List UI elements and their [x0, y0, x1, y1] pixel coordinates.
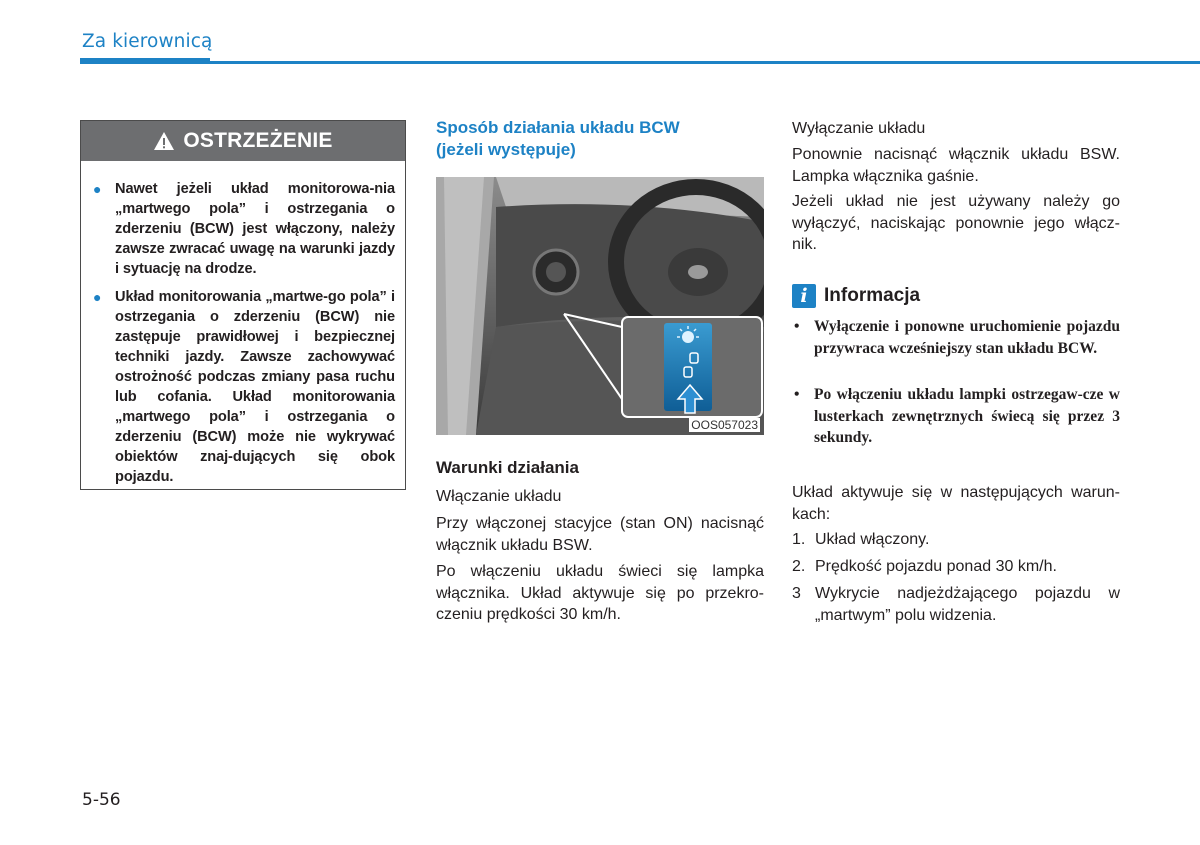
warning-box: [80, 120, 406, 490]
info-header: [792, 284, 920, 308]
off-paragraph-1: Ponownie nacisnąć włącznik układu BSW. Lampka włącznika gaśnie.: [792, 146, 1120, 185]
page-number: 5-56: [82, 790, 121, 810]
condition-number: 1.: [792, 531, 806, 548]
on-paragraph-2: Po włączeniu układu świeci się lampka włącznika. Układ aktywuje się po przekro-czeniu prędkości 30 km/h.: [436, 563, 764, 623]
warning-item: [93, 287, 395, 487]
info-item-text: Wyłączenie i ponowne uruchomienie pojazdu przywraca wcześniejszy stan układu BCW.: [814, 318, 1120, 357]
warning-triangle-icon: [153, 131, 175, 151]
info-item: [792, 384, 1120, 449]
figure-code: OOS057023: [691, 418, 758, 432]
info-title: Informacja: [824, 285, 921, 306]
info-item-text: Po włączeniu układu lampki ostrzegaw-cze w lusterkach zewnętrznych świecą się przez 3 sekundy.: [814, 386, 1120, 446]
section-header-title: Za kierownicą: [82, 31, 213, 52]
condition-text: Układ włączony.: [815, 531, 930, 548]
bullet-icon: •: [794, 386, 800, 403]
warning-item-text: Nawet jeżeli układ monitorowa-nia „martwego pola” i ostrzegania o zderzeniu (BCW) jest włączony, należy zawsze zwracać uwagę na warunki jazdy i sytuację na drodze.: [115, 181, 395, 277]
conditions-title: Warunki działania: [436, 458, 579, 477]
condition-number: 2.: [792, 558, 806, 575]
bullet-icon: ●: [93, 289, 102, 305]
header-rule-accent: [80, 58, 210, 64]
condition-item: [792, 583, 1120, 626]
section-title: [436, 117, 766, 161]
condition-item: [792, 529, 1120, 551]
warning-title: OSTRZEŻENIE: [183, 129, 333, 152]
bullet-icon: •: [794, 318, 800, 335]
bullet-icon: ●: [93, 181, 102, 197]
warning-item: [93, 179, 395, 279]
info-item: [792, 316, 1120, 359]
condition-item: [792, 556, 1120, 578]
warning-header: [81, 121, 405, 161]
activation-intro: Układ aktywuje się w następujących warun-kach:: [792, 484, 1120, 523]
info-icon: i: [792, 284, 816, 308]
off-paragraph-2: Jeżeli układ nie jest używany należy go wyłączyć, naciskając ponownie jego włącz-nik.: [792, 193, 1120, 253]
on-paragraph-1: Przy włączonej stacyjce (stan ON) nacisnąć włącznik układu BSW.: [436, 515, 764, 554]
dashboard-figure: [436, 177, 764, 435]
on-label: Włączanie układu: [436, 488, 562, 505]
off-label: Wyłączanie układu: [792, 120, 926, 137]
dashboard-illustration: [436, 177, 764, 435]
condition-number: 3: [792, 585, 801, 602]
section-title-line: Sposób działania układu BCW: [436, 118, 680, 137]
section-title-line: (jeżeli występuje): [436, 140, 576, 159]
condition-text: Prędkość pojazdu ponad 30 km/h.: [815, 558, 1057, 575]
warning-item-text: Układ monitorowania „martwe-go pola” i ostrzegania o zderzeniu (BCW) nie zastępuje prawidłowej i bezpiecznej techniki jazdy. Zawsze zachowywać ostrożność podczas zmiany pasa ruchu lub cofania. Układ monitorowania „martwego pola” i ostrzegania o zderzeniu (BCW) może nie wykrywać obiektów znaj-dujących się obok pojazdu.: [115, 289, 395, 485]
warning-body: [81, 161, 405, 487]
condition-text: Wykrycie nadjeżdżającego pojazdu w „martwym” polu widzenia.: [815, 585, 1120, 624]
header-rule: [80, 61, 1200, 64]
